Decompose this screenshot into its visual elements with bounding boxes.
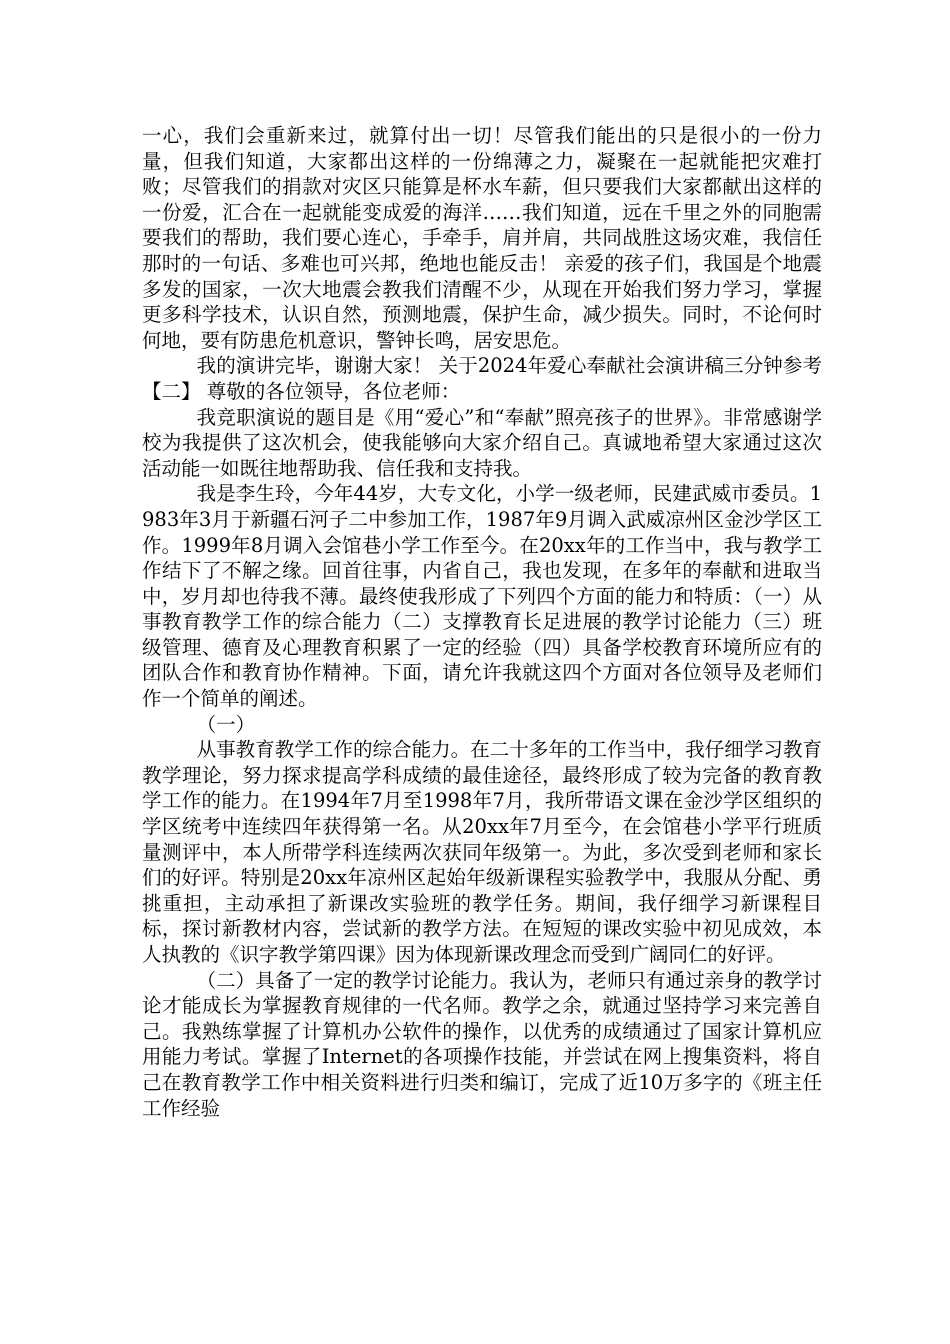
paragraph-1: 一心，我们会重新来过，就算付出一切！尽管我们能出的只是很小的一份力量，但我们知道，大家都出这样的一份绵薄之力，凝聚在一起就能把灾难打败；尽管我们的捐款对灾区只能算是杯水车薪，但只要我们大家都献出这样的一份爱，汇合在一起就能变成爱的海洋……我们知道，远在千里之外的同胞需要我们的帮助，我们要心连心，手牵手，肩并肩，共同战胜这场灾难，我信任那时的一句话、多难也可兴邦，绝地也能反击！ 亲爱的孩子们，我国是个地震多发的国家，一次大地震会教我们清醒不少，从现在开始我们努力学习，掌握更多科学技术，认识自然，预测地震，保护生命，减少损失。同时，不论何时何地，要有防患危机意识，警钟长鸣，居安思危。 (142, 124, 822, 352)
paragraph-4: 我是李生玲，今年44岁，大专文化，小学一级老师，民建武威市委员。1983年3月于新疆石河子二中参加工作，1987年9月调入武威凉州区金沙学区工作。1999年8月调入会馆巷小学工作至今。在20xx年的工作当中，我与教学工作结下了不解之缘。回首往事，内省自己，我也发现，在多年的奉献和进取当中，岁月却也待我不薄。最终使我形成了下列四个方面的能力和特质：（一）从事教育教学工作的综合能力（二）支撑教育长足进展的教学讨论能力（三）班级管理、德育及心理教育积累了一定的经验（四）具备学校教育环境所应有的团队合作和教育协作精神。下面，请允许我就这四个方面对各位领导及老师们作一个简单的阐述。 (142, 482, 822, 711)
paragraph-3: 我竞职演说的题目是《用“爱心”和“奉献”照亮孩子的世界》。非常感谢学校为我提供了这次机会，使我能够向大家介绍自己。真诚地希望大家通过这次活动能一如既往地帮助我、信任我和支持我。 (142, 405, 822, 480)
paragraph-5-heading: （一） (196, 712, 256, 736)
paragraph-2: 我的演讲完毕，谢谢大家！ 关于2024年爱心奉献社会演讲稿三分钟参考【二】 尊敬的各位领导，各位老师： (142, 354, 822, 403)
paragraph-7: （二）具备了一定的教学讨论能力。我认为，老师只有通过亲身的教学讨论才能成长为掌握教育规律的一代名师。教学之余，就通过坚持学习来完善自己。我熟练掌握了计算机办公软件的操作，以优秀的成绩通过了国家计算机应用能力考试。掌握了Internet的各项操作技能，并尝试在网上搜集资料，将自己在教育教学工作中相关资料进行归类和编订，完成了近10万多字的《班主任工作经验 (142, 968, 822, 1120)
document-page (142, 123, 822, 1121)
paragraph-6: 从事教育教学工作的综合能力。在二十多年的工作当中，我仔细学习教育教学理论，努力探求提高学科成绩的最佳途径，最终形成了较为完备的教育教学工作的能力。在1994年7月至1998年7月，我所带语文课在金沙学区组织的学区统考中连续四年获得第一名。从20xx年7月至今，在会馆巷小学平行班质量测评中，本人所带学科连续两次获同年级第一。为此，多次受到老师和家长们的好评。特别是20xx年凉州区起始年级新课程实验教学中，我服从分配、勇挑重担，主动承担了新课改实验班的教学任务。期间，我仔细学习新课程目标，探讨新教材内容，尝试新的教学方法。在短短的课改实验中初见成效，本人执教的《识字教学第四课》因为体现新课改理念而受到广阔同仁的好评。 (142, 738, 822, 966)
